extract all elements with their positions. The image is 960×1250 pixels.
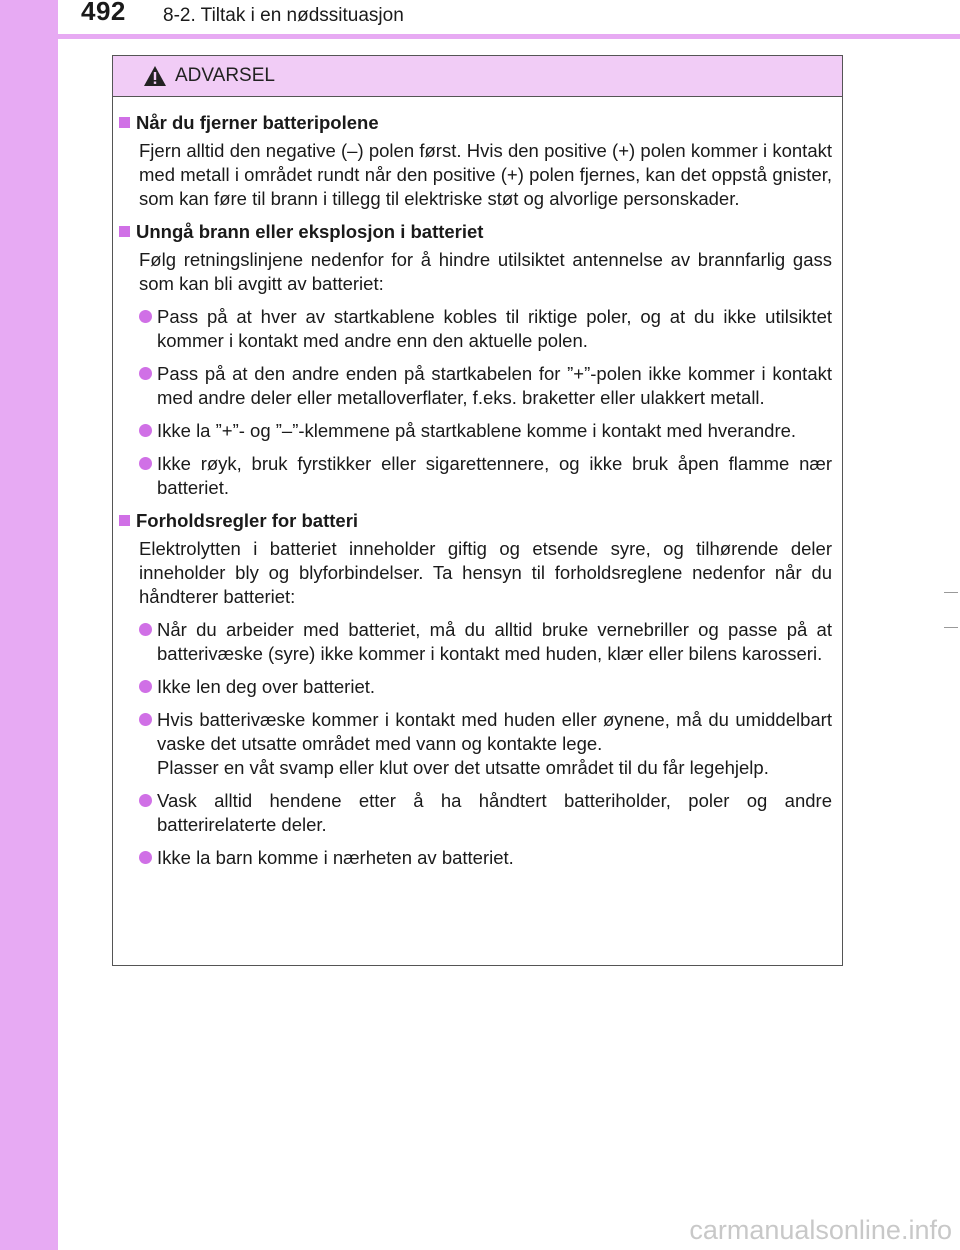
- section-heading: [119, 509, 832, 533]
- watermark: carmanualsonline.info: [689, 1215, 952, 1245]
- crop-mark: [944, 592, 958, 593]
- round-bullet-icon: [139, 680, 152, 693]
- warning-header: [113, 56, 842, 97]
- bullet-text: Hvis batterivæske kommer i kontakt med huden eller øynene, må du umiddelbart vaske det utsatte området med vann og kontakte lege. Plasser en våt svamp eller klut over det utsatte området til du får legehjelp.: [157, 709, 832, 778]
- bullet-item: [119, 419, 832, 443]
- section-paragraph: Elektrolytten i batteriet inneholder giftig og etsende syre, og tilhørende deler inneholder bly og blyforbindelser. Ta hensyn til forholdsreglene nedenfor når du håndterer batteriet:: [139, 538, 832, 607]
- bullet-text: Ikke len deg over batteriet.: [157, 676, 376, 697]
- square-bullet-icon: [119, 117, 130, 128]
- warning-section: [119, 220, 832, 500]
- bullet-text: Vask alltid hendene etter å ha håndtert batteriholder, poler og andre batterirelaterte deler.: [157, 790, 832, 835]
- section-paragraph: Følg retningslinjene nedenfor for å hindre utilsiktet antennelse av brannfarlig gass som kan bli avgitt av batteriet:: [139, 249, 832, 294]
- warning-section: [119, 509, 832, 870]
- bullet-item: [119, 675, 832, 699]
- section-heading-text: Når du fjerner batteripolene: [136, 112, 379, 133]
- section-heading: [119, 111, 832, 135]
- round-bullet-icon: [139, 851, 152, 864]
- sidebar-band: [0, 0, 58, 1250]
- round-bullet-icon: [139, 457, 152, 470]
- bullet-text: Når du arbeider med batteriet, må du alltid bruke vernebriller og passe på at batterivæske (syre) ikke kommer i kontakt med huden, klær eller bilens karosseri.: [157, 619, 832, 664]
- warning-section: [119, 111, 832, 211]
- header-rule: [0, 34, 960, 39]
- bullet-item: [119, 362, 832, 410]
- section-heading-text: Unngå brann eller eksplosjon i batteriet: [136, 221, 484, 242]
- warning-content: [113, 97, 842, 870]
- bullet-item: [119, 452, 832, 500]
- round-bullet-icon: [139, 623, 152, 636]
- bullet-item: [119, 789, 832, 837]
- bullet-item: [119, 846, 832, 870]
- round-bullet-icon: [139, 367, 152, 380]
- round-bullet-icon: [139, 424, 152, 437]
- bullet-text: Ikke røyk, bruk fyrstikker eller sigarettennere, og ikke bruk åpen flamme nær batteriet.: [157, 453, 832, 498]
- bullet-text: Ikke la ”+”- og ”–”-klemmene på startkablene komme i kontakt med hverandre.: [157, 420, 797, 441]
- warning-box: [112, 55, 843, 966]
- bullet-item: [119, 305, 832, 353]
- square-bullet-icon: [119, 226, 130, 237]
- warning-title: ADVARSEL: [175, 65, 275, 86]
- round-bullet-icon: [139, 713, 152, 726]
- section-title: 8-2. Tiltak i en nødssituasjon: [163, 5, 404, 26]
- page-number: 492: [81, 0, 126, 26]
- crop-mark: [944, 627, 958, 628]
- section-heading: [119, 220, 832, 244]
- round-bullet-icon: [139, 794, 152, 807]
- bullet-text: Pass på at den andre enden på startkabelen for ”+”-polen ikke kommer i kontakt med andre deler eller metalloverflater, f.eks. braketter eller ulakkert metall.: [157, 363, 832, 408]
- bullet-item: [119, 618, 832, 666]
- round-bullet-icon: [139, 310, 152, 323]
- square-bullet-icon: [119, 515, 130, 526]
- bullet-item: [119, 708, 832, 780]
- section-paragraph: Fjern alltid den negative (–) polen først. Hvis den positive (+) polen kommer i kontakt med metall i området rundt når den positive (+) polen fjernes, kan det oppstå gnister, som kan føre til brann i tillegg til elektriske støt og alvorlige personskader.: [139, 140, 832, 209]
- bullet-text: Pass på at hver av startkablene kobles til riktige poler, og at du ikke utilsiktet kommer i kontakt med andre enn den aktuelle polen.: [157, 306, 832, 351]
- warning-triangle-icon: [143, 65, 167, 87]
- bullet-text: Ikke la barn komme i nærheten av batteriet.: [157, 847, 514, 868]
- section-heading-text: Forholdsregler for batteri: [136, 510, 359, 531]
